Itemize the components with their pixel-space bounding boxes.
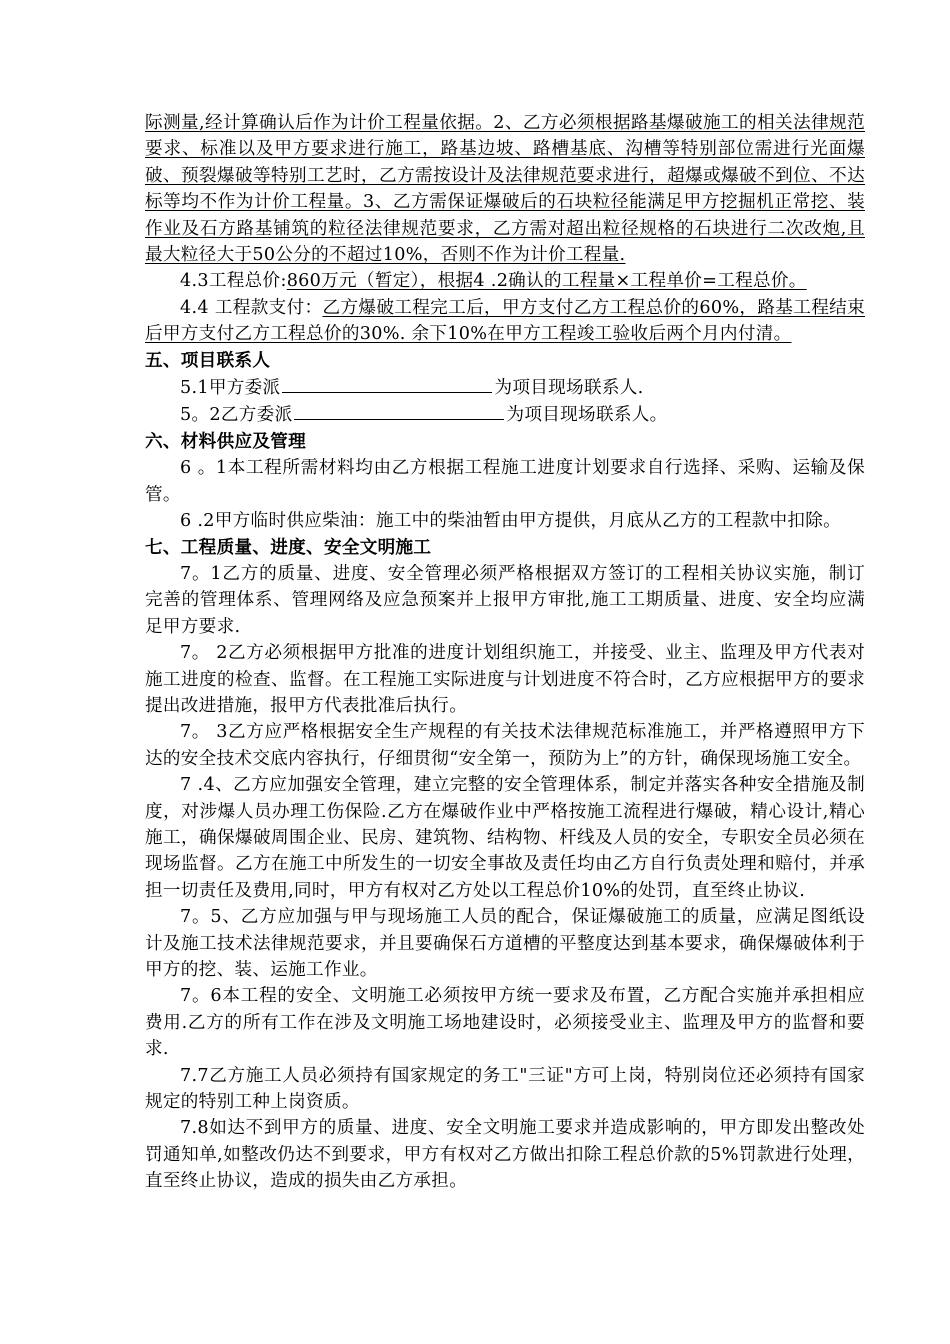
clause-6-1: 6 。1本工程所需材料均由乙方根据工程施工进度计划要求自行选择、采购、运输及保管。 — [145, 458, 865, 505]
clause-5-1 — [145, 374, 865, 401]
clause-5-2-suffix: 为项目现场联系人。 — [506, 405, 668, 426]
clause-7-4: 7 .4、乙方应加强安全管理，建立完整的安全管理体系，制定并落实各种安全措施及制度，对涉爆人员办理工伤保险.乙方在爆破作业中严格按施工流程进行爆破，精心设计,精心施工，确保爆破周围企业、民房、建筑物、结构物、杆线及人员的安全，专职安全员必须在现场监督。乙方在施工中所发生的一切安全事故及责任均由乙方自行负责处理和赔付，并承担一切责任及费用,同时，甲方有权对乙方处以工程总价10%的处罚，直至终止协议. — [145, 775, 865, 901]
clause-7-8: 7.8如达不到甲方的质量、进度、安全文明施工要求并造成影响的，甲方即发出整改处罚通知单,如整改仍达不到要求，甲方有权对乙方做出扣除工程总价款的5%罚款进行处理，直至终止协议，造成的损失由乙方承担。 — [145, 1118, 865, 1192]
clause-7-1: 7。1乙方的质量、进度、安全管理必须严格根据双方签订的工程相关协议实施，制订完善的管理体系、管理网络及应急预案并上报甲方审批,施工工期质量、进度、安全均应满足甲方要求. — [145, 563, 865, 637]
clause-4-4-label: 4.4 工程款支付： — [180, 297, 323, 318]
clause-7-6: 7。6本工程的安全、文明施工必须按甲方统一要求及布置，乙方配合实施并承担相应费用.乙方的所有工作在涉及文明施工场地建设时，必须接受业主、监理及甲方的监督和要求. — [145, 986, 865, 1060]
clause-4-4 — [145, 295, 865, 348]
section-7-heading: 七、工程质量、进度、安全文明施工 — [145, 537, 432, 558]
clause-4-3-text: 860万元（暂定），根据4 .2确认的工程量×工程单价=工程总价。 — [286, 271, 807, 292]
clause-6-2: 6 .2甲方临时供应柴油：施工中的柴油暂由甲方提供，月底从乙方的工程款中扣除。 — [180, 511, 842, 532]
document-page — [145, 110, 865, 1195]
clause-4-3-label: 4.3工程总价: — [180, 271, 287, 292]
clause-5-1-prefix: 5.1甲方委派 — [180, 378, 281, 399]
party-a-contact-blank[interactable] — [282, 374, 492, 393]
clause-4-3 — [145, 268, 865, 294]
section-6-heading: 六、材料供应及管理 — [145, 431, 307, 452]
clause-4-4-text: 乙方爆破工程完工后，甲方支付乙方工程总价的60%，路基工程结束后甲方支付乙方工程总价的30%. 余下10%在甲方工程竣工验收后两个月内付清。 — [145, 297, 865, 345]
section-5-heading: 五、项目联系人 — [145, 350, 271, 371]
clause-7-3: 7。 3乙方应严格根据安全生产规程的有关技术法律规范标准施工，并严格遵照甲方下达的安全技术交底内容执行，仔细贯彻“安全第一，预防为上”的方针，确保现场施工安全。 — [145, 722, 865, 769]
clause-7-7: 7.7乙方施工人员必须持有国家规定的务工"三证"方可上岗，特别岗位还必须持有国家规定的特别工种上岗资质。 — [145, 1065, 865, 1113]
clause-5-2-prefix: 5。2乙方委派 — [180, 405, 293, 426]
clause-5-1-suffix: 为项目现场联系人. — [494, 378, 644, 399]
party-b-contact-blank[interactable] — [294, 401, 504, 420]
clause-7-2: 7。 2乙方必须根据甲方批准的进度计划组织施工，并接受、业主、监理及甲方代表对施工进度的检查、监督。在工程施工实际进度与计划进度不符合时，乙方应根据甲方的要求提出改进措施，报甲方代表批准后执行。 — [145, 643, 865, 716]
pricing-basis-continuation: 际测量,经计算确认后作为计价工程量依据。2、乙方必须根据路基爆破施工的相关法律规范要求、标准以及甲方要求进行施工，路基边坡、路槽基底、沟槽等特别部位需进行光面爆破、预裂爆破等特别工艺时，乙方需按设计及法律规范要求进行，超爆或爆破不到位、不达标等均不作为计价工程量。3、乙方需保证爆破后的石块粒径能满足甲方挖掘机正常挖、装作业及石方路基铺筑的粒径法律规范要求，乙方需对超出粒径规格的石块进行二次改炮,且最大粒径大于50公分的不超过10%，否则不作为计价工程量. — [145, 113, 865, 266]
clause-7-5: 7。5、乙方应加强与甲与现场施工人员的配合，保证爆破施工的质量，应满足图纸设计及施工技术法律规范要求，并且要确保石方道槽的平整度达到基本要求，确保爆破体利于甲方的挖、装、运施工作业。 — [145, 907, 865, 980]
clause-5-2 — [145, 401, 865, 428]
